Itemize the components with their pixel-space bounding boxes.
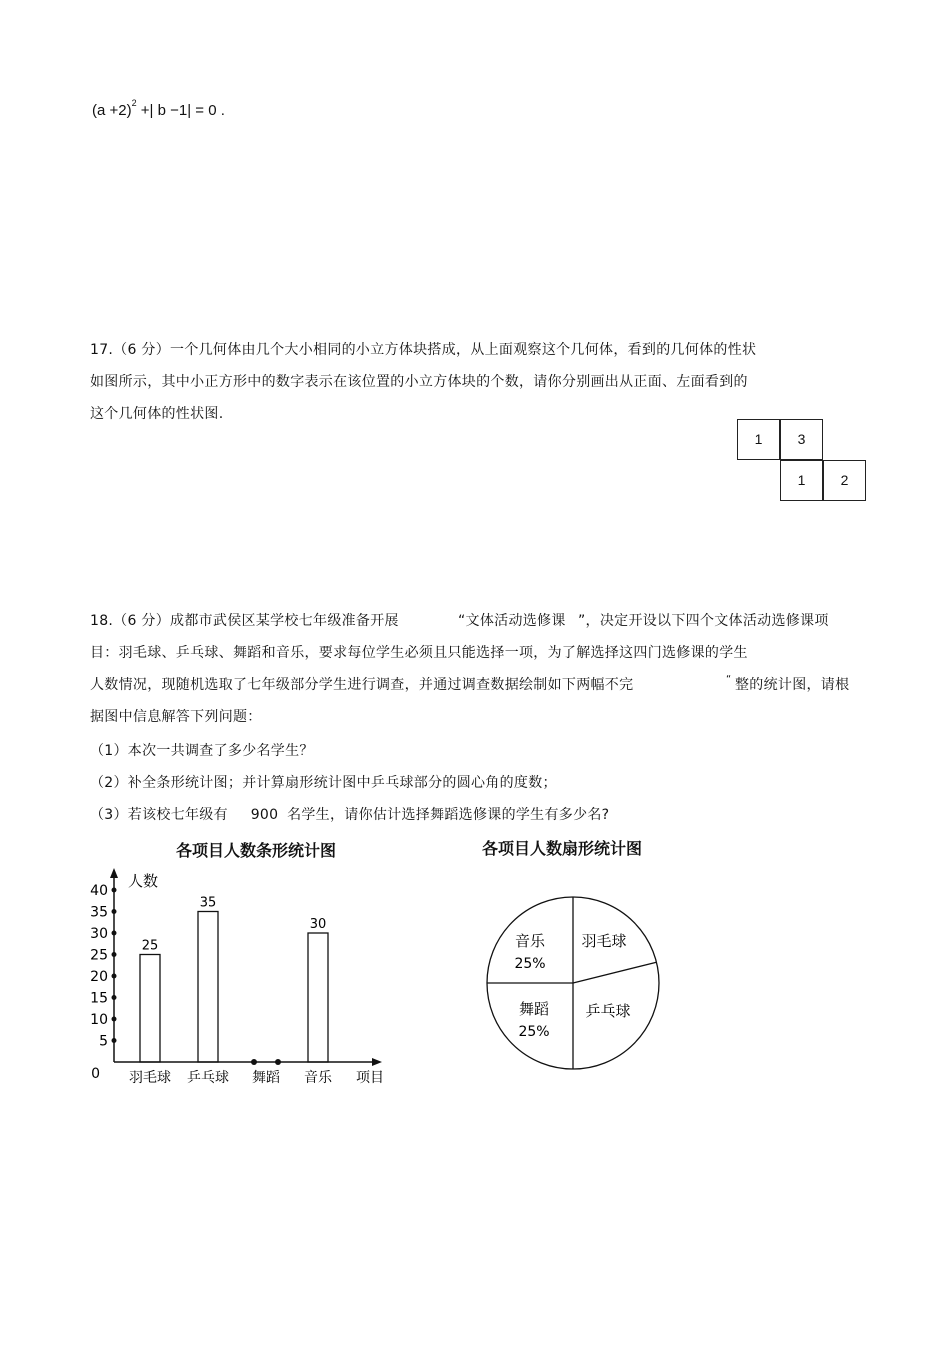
bar-value-label: 30 [309, 917, 327, 932]
pie-slice-label: 舞蹈 [518, 1000, 550, 1018]
pie-chart [478, 888, 668, 1078]
q18-sub-3 [90, 804, 609, 824]
grid-cell: 3 [780, 419, 823, 460]
formula-base: (a +2) [92, 102, 132, 119]
q18-line-3b: 整的统计图，请根 [735, 677, 850, 693]
formula-exponent: 2 [131, 98, 137, 108]
q18-line-3a: 人数情况，现随机选取了七年级部分学生进行调查，并通过调查数据绘制如下两幅不完 [90, 677, 634, 693]
q18-line-3-mark: “ [726, 674, 732, 685]
y-tick-dot [112, 952, 117, 957]
y-tick-label: 35 [90, 904, 108, 921]
q18-sub-3a: （3）若该校七年级有 [90, 807, 228, 823]
y-tick-dot [112, 1017, 117, 1022]
q18-line-1a: 18.（6 分）成都市武侯区某学校七年级准备开展 [90, 613, 399, 629]
x-tick-label: 羽毛球 [129, 1070, 171, 1086]
grid-cell: 1 [737, 419, 780, 460]
y-tick-label: 25 [90, 947, 108, 964]
y-tick-dot [112, 995, 117, 1000]
formula [92, 98, 225, 119]
q17-line-3: 这个几何体的性状图. [90, 406, 224, 422]
pie-slice-percent: 25% [518, 1024, 550, 1040]
q18-line-1c: ”，决定开设以下四个文体活动选修课项 [578, 613, 829, 629]
q17-line-2: 如图所示，其中小正方形中的数字表示在该位置的小立方体块的个数，请你分别画出从正面、左面看到的 [90, 374, 748, 390]
y-axis-label: 人数 [128, 872, 159, 890]
pie-slice-boundary [573, 962, 656, 983]
y-tick-label: 0 [91, 1066, 100, 1082]
bar-chart [92, 866, 392, 1086]
y-tick-label: 20 [90, 969, 108, 985]
bar [308, 933, 328, 1062]
x-axis-arrow [372, 1058, 382, 1066]
y-tick-label: 30 [90, 926, 108, 942]
y-tick-label: 5 [99, 1033, 108, 1050]
q18-line-2: 目：羽毛球、乒乓球、舞蹈和音乐，要求每位学生必须且只能选择一项，为了解选择这四门选修课的学生 [90, 645, 748, 661]
q18-sub-2: （2）补全条形统计图；并计算扇形统计图中乒乓球部分的圆心角的度数； [90, 775, 557, 791]
pie-slice-label: 乒乓球 [585, 1002, 631, 1020]
bar [198, 912, 218, 1063]
bar [140, 955, 160, 1063]
bar-value-label: 25 [141, 938, 159, 954]
q18-sub-3-num: 900 [250, 807, 279, 823]
bar-value-label: 35 [199, 895, 217, 911]
missing-bar-dot [275, 1059, 281, 1065]
x-tick-label: 舞蹈 [252, 1070, 280, 1086]
x-tick-label: 音乐 [304, 1070, 332, 1086]
formula-rest: +| b −1| = 0 . [136, 102, 225, 119]
y-axis-arrow [110, 868, 118, 878]
pie-slice-label: 羽毛球 [581, 932, 627, 950]
grid-cell: 2 [823, 460, 866, 501]
x-axis-label: 项目 [356, 1070, 384, 1086]
grid-cell: 1 [780, 460, 823, 501]
q17-line-1: 17.（6 分）一个几何体由几个大小相同的小立方体块搭成，从上面观察这个几何体，看到的几何体的性状 [90, 342, 757, 358]
pie-slice-label: 音乐 [514, 932, 546, 950]
y-tick-dot [112, 931, 117, 936]
y-tick-dot [112, 1038, 117, 1043]
missing-bar-dot [251, 1059, 257, 1065]
q18-sub-1: （1）本次一共调查了多少名学生？ [90, 743, 314, 759]
y-tick-label: 10 [90, 1012, 108, 1028]
y-tick-dot [112, 974, 117, 979]
y-tick-label: 40 [90, 883, 108, 899]
y-tick-label: 15 [90, 990, 108, 1007]
pie-chart-title: 各项目人数扇形统计图 [482, 839, 643, 858]
y-tick-dot [112, 888, 117, 893]
x-tick-label: 乒乓球 [187, 1070, 229, 1086]
bar-chart-title: 各项目人数条形统计图 [176, 841, 337, 860]
q18-line-4: 据图中信息解答下列问题： [90, 709, 262, 725]
y-tick-dot [112, 909, 117, 914]
pie-slice-percent: 25% [514, 956, 546, 972]
q18-line-1b: “文体活动选修课 [458, 613, 566, 629]
q18-sub-3b: 名学生，请你估计选择舞蹈选修课的学生有多少名? [287, 807, 610, 823]
